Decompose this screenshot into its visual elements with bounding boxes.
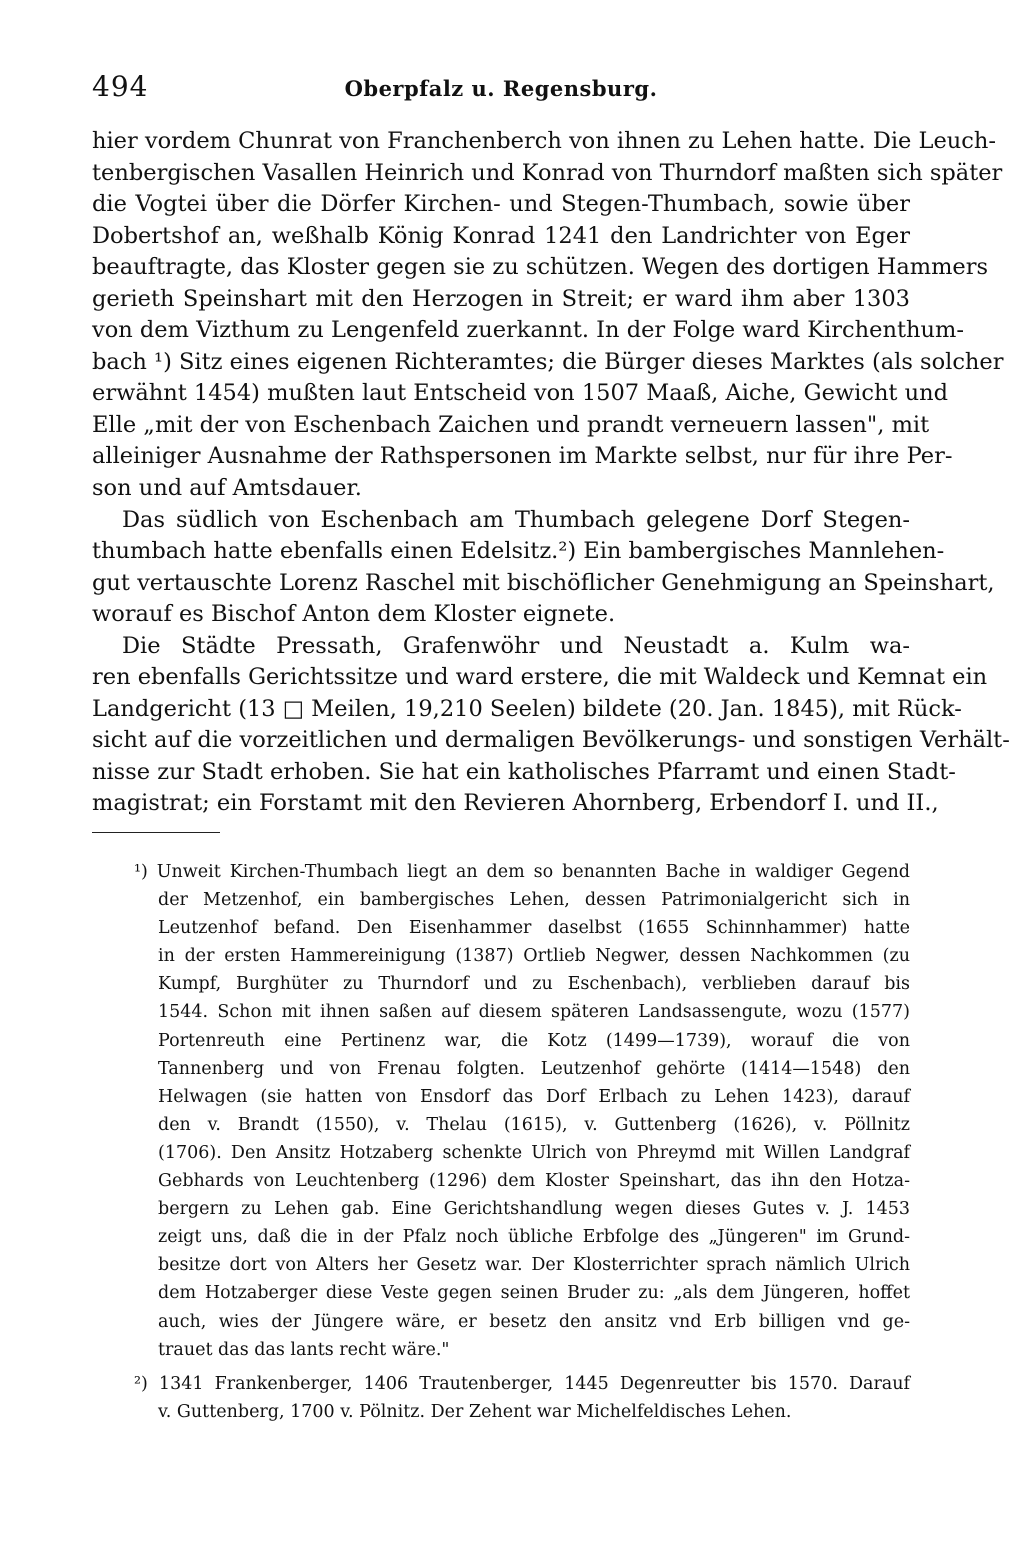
text-line: erwähnt 1454) mußten laut Entscheid von 1507 Maaß, Aiche, Gewicht und <box>92 380 949 407</box>
footnote-line: trauet das das lants recht wäre." <box>158 1339 450 1360</box>
footnote-line: besitze dort von Alters her Gesetz war. Der Klosterrichter sprach nämlich Ulrich <box>158 1255 910 1276</box>
footnote-line: ²) 1341 Frankenberger, 1406 Trautenberger, 1445 Degenreutter bis 1570. Darauf <box>134 1373 910 1394</box>
footnote-line: v. Guttenberg, 1700 v. Pölnitz. Der Zehent war Michelfeldisches Lehen. <box>158 1401 792 1422</box>
footnote-line: Gebhards von Leuchtenberg (1296) dem Kloster Speinshart, das ihn den Hotza- <box>158 1171 910 1192</box>
main-text <box>92 126 1010 820</box>
text-line: Das südlich von Eschenbach am Thumbach gelegene Dorf Stegen- <box>122 506 910 533</box>
footnote-line: bergern zu Lehen gab. Eine Gerichtshandlung wegen dieses Gutes v. J. 1453 <box>158 1199 910 1220</box>
footnote-rule <box>92 832 220 833</box>
text-line: ren ebenfalls Gerichtssitze und ward erstere, die mit Waldeck und Kemnat ein <box>92 664 988 691</box>
footnote-line: (1706). Den Ansitz Hotzaberg schenkte Ulrich von Phreymd mit Willen Landgraf <box>158 1142 910 1163</box>
text-line: Elle „mit der von Eschenbach Zaichen und prandt verneuern lassen", mit <box>92 411 930 438</box>
page-header <box>92 70 910 110</box>
footnote-line: auch, wies der Jüngere wäre, er besetz den ansitz vnd Erb billigen vnd ge- <box>158 1311 910 1332</box>
footnote-line: den v. Brandt (1550), v. Thelau (1615), v. Guttenberg (1626), v. Pöllnitz <box>158 1114 910 1135</box>
footnote-2 <box>92 1370 910 1426</box>
text-line: Dobertshof an, weßhalb König Konrad 1241 den Landrichter von Eger <box>92 222 910 249</box>
text-line: die Vogtei über die Dörfer Kirchen- und Stegen-Thumbach, sowie über <box>92 191 910 218</box>
footnote-line: dem Hotzaberger diese Veste gegen seinen Bruder zu: „als dem Jüngeren, hoffet <box>158 1283 910 1304</box>
text-line: gerieth Speinshart mit den Herzogen in Streit; er ward ihm aber 1303 <box>92 285 910 312</box>
footnote-line: Portenreuth eine Pertinenz war, die Kotz (1499—1739), worauf die von <box>158 1030 910 1051</box>
footnote-line: der Metzenhof, ein bambergisches Lehen, dessen Patrimonialgericht sich in <box>158 890 910 911</box>
footnote-line: zeigt uns, daß die in der Pfalz noch übliche Erbfolge des „Jüngeren" im Grund- <box>158 1227 910 1248</box>
text-line: worauf es Bischof Anton dem Kloster eignete. <box>92 601 616 628</box>
footnote-line: Kumpf, Burghüter zu Thurndorf und zu Eschenbach), verblieben darauf bis <box>158 974 910 995</box>
footnote-line: ¹) Unweit Kirchen-Thumbach liegt an dem so benannten Bache in waldiger Gegend <box>134 862 910 882</box>
footnotes <box>92 858 910 1426</box>
footnote-line: Leutzenhof befand. Den Eisenhammer daselbst (1655 Schinnhammer) hatte <box>158 918 910 939</box>
text-line: sicht auf die vorzeitlichen und dermaligen Bevölkerungs- und sonstigen Verhält- <box>92 727 1010 754</box>
page-number: 494 <box>92 70 149 103</box>
text-line: Landgericht (13 □ Meilen, 19,210 Seelen) bildete (20. Jan. 1845), mit Rück- <box>92 695 962 722</box>
text-line: son und auf Amtsdauer. <box>92 475 362 502</box>
footnote-line: 1544. Schon mit ihnen saßen auf diesem späteren Landsassengute, wozu (1577) <box>158 1002 910 1023</box>
text-line: bach ¹) Sitz eines eigenen Richteramtes; die Bürger dieses Marktes (als solcher <box>92 348 1004 375</box>
text-line: gut vertauschte Lorenz Raschel mit bischöflicher Genehmigung an Speinshart, <box>92 569 995 596</box>
text-line: thumbach hatte ebenfalls einen Edelsitz.²) Ein bambergisches Mannlehen- <box>92 538 945 565</box>
running-head: Oberpfalz u. Regensburg. <box>344 76 658 101</box>
text-line: von dem Vizthum zu Lengenfeld zuerkannt. In der Folge ward Kirchenthum- <box>92 317 964 344</box>
text-line: alleiniger Ausnahme der Rathspersonen im Markte selbst, nur für ihre Per- <box>92 443 953 470</box>
text-line: magistrat; ein Forstamt mit den Revieren Ahornberg, Erbendorf I. und II., <box>92 790 939 817</box>
text-line: Die Städte Pressath, Grafenwöhr und Neustadt a. Kulm wa- <box>122 632 910 659</box>
text-line: beauftragte, das Kloster gegen sie zu schützen. Wegen des dortigen Hammers <box>92 254 989 281</box>
text-line: nisse zur Stadt erhoben. Sie hat ein katholisches Pfarramt und einen Stadt- <box>92 758 956 785</box>
footnote-line: in der ersten Hammereinigung (1387) Ortlieb Negwer, dessen Nachkommen (zu <box>158 946 910 967</box>
footnote-line: Tannenberg und von Frenau folgten. Leutzenhof gehörte (1414—1548) den <box>158 1058 910 1079</box>
text-line: tenbergischen Vasallen Heinrich und Konrad von Thurndorf maßten sich später <box>92 159 1003 186</box>
footnote-1 <box>92 858 910 1364</box>
text-line: hier vordem Chunrat von Franchenberch von ihnen zu Lehen hatte. Die Leuch- <box>92 128 996 154</box>
footnote-line: Helwagen (sie hatten von Ensdorf das Dorf Erlbach zu Lehen 1423), darauf <box>158 1086 910 1107</box>
